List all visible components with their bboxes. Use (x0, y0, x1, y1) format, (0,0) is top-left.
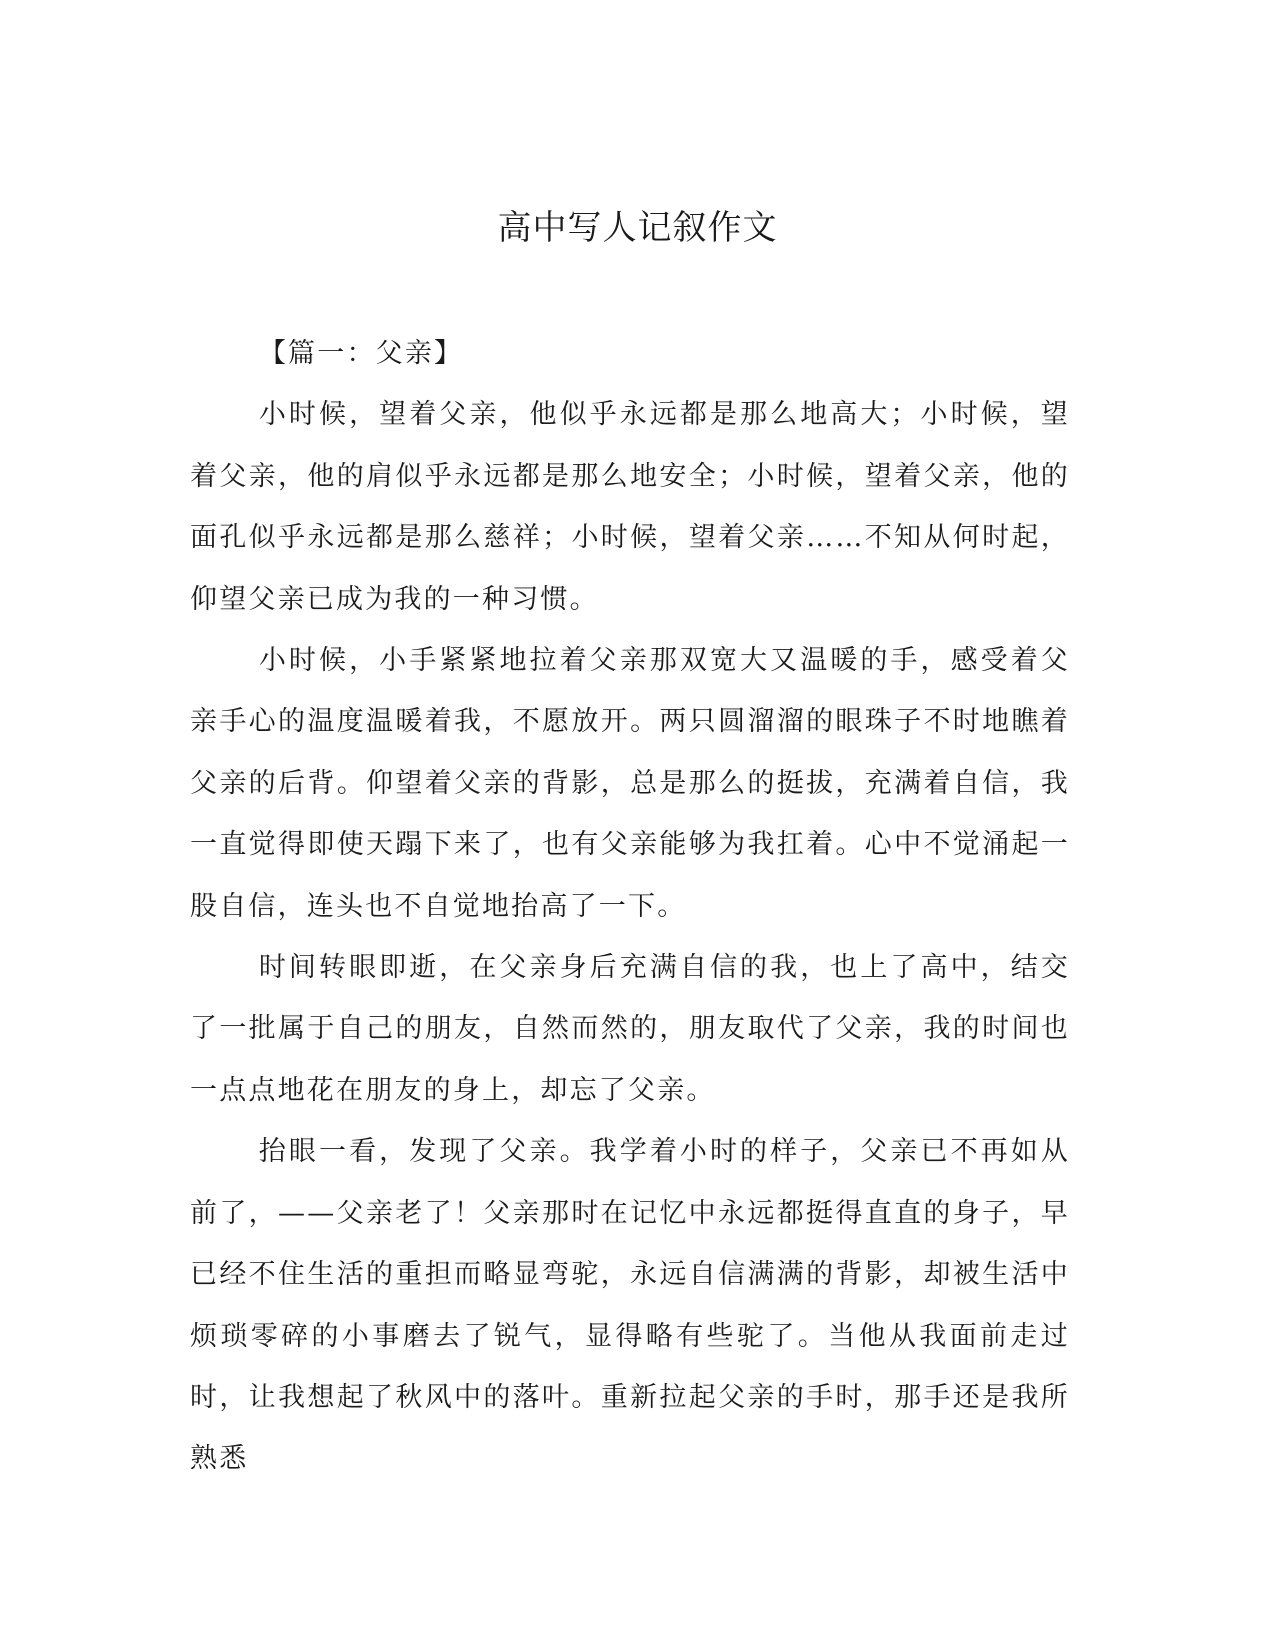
document-body (190, 323, 1070, 1490)
paragraph-3: 时间转眼即逝，在父亲身后充满自信的我，也上了高中，结交了一批属于自己的朋友，自然而然的，朋友取代了父亲，我的时间也一点点地花在朋友的身上，却忘了父亲。 (190, 952, 1070, 1106)
paragraph-1: 小时候，望着父亲，他似乎永远都是那么地高大；小时候，望着父亲，他的肩似乎永远都是那么地安全；小时候，望着父亲，他的面孔似乎永远都是那么慈祥；小时候，望着父亲……不知从何时起，仰望父亲已成为我的一种习惯。 (190, 399, 1070, 615)
document-title: 高中写人记叙作文 (497, 208, 778, 248)
paragraph-4: 抬眼一看，发现了父亲。我学着小时的样子，父亲已不再如从前了，——父亲老了！父亲那时在记忆中永远都挺得直直的身子，早已经不住生活的重担而略显弯驼，永远自信满满的背影，却被生活中烦琐零碎的小事磨去了锐气，显得略有些驼了。当他从我面前走过时，让我想起了秋风中的落叶。重新拉起父亲的手时，那手还是我所熟悉 (190, 1136, 1070, 1475)
section-heading: 【篇一：父亲】 (258, 338, 464, 369)
paragraph-2: 小时候，小手紧紧地拉着父亲那双宽大又温暖的手，感受着父亲手心的温度温暖着我，不愿放开。两只圆溜溜的眼珠子不时地瞧着父亲的后背。仰望着父亲的背影，总是那么的挺拔，充满着自信，我一直觉得即使天蹋下来了，也有父亲能够为我扛着。心中不觉涌起一股自信，连头也不自觉地抬高了一下。 (190, 645, 1070, 922)
